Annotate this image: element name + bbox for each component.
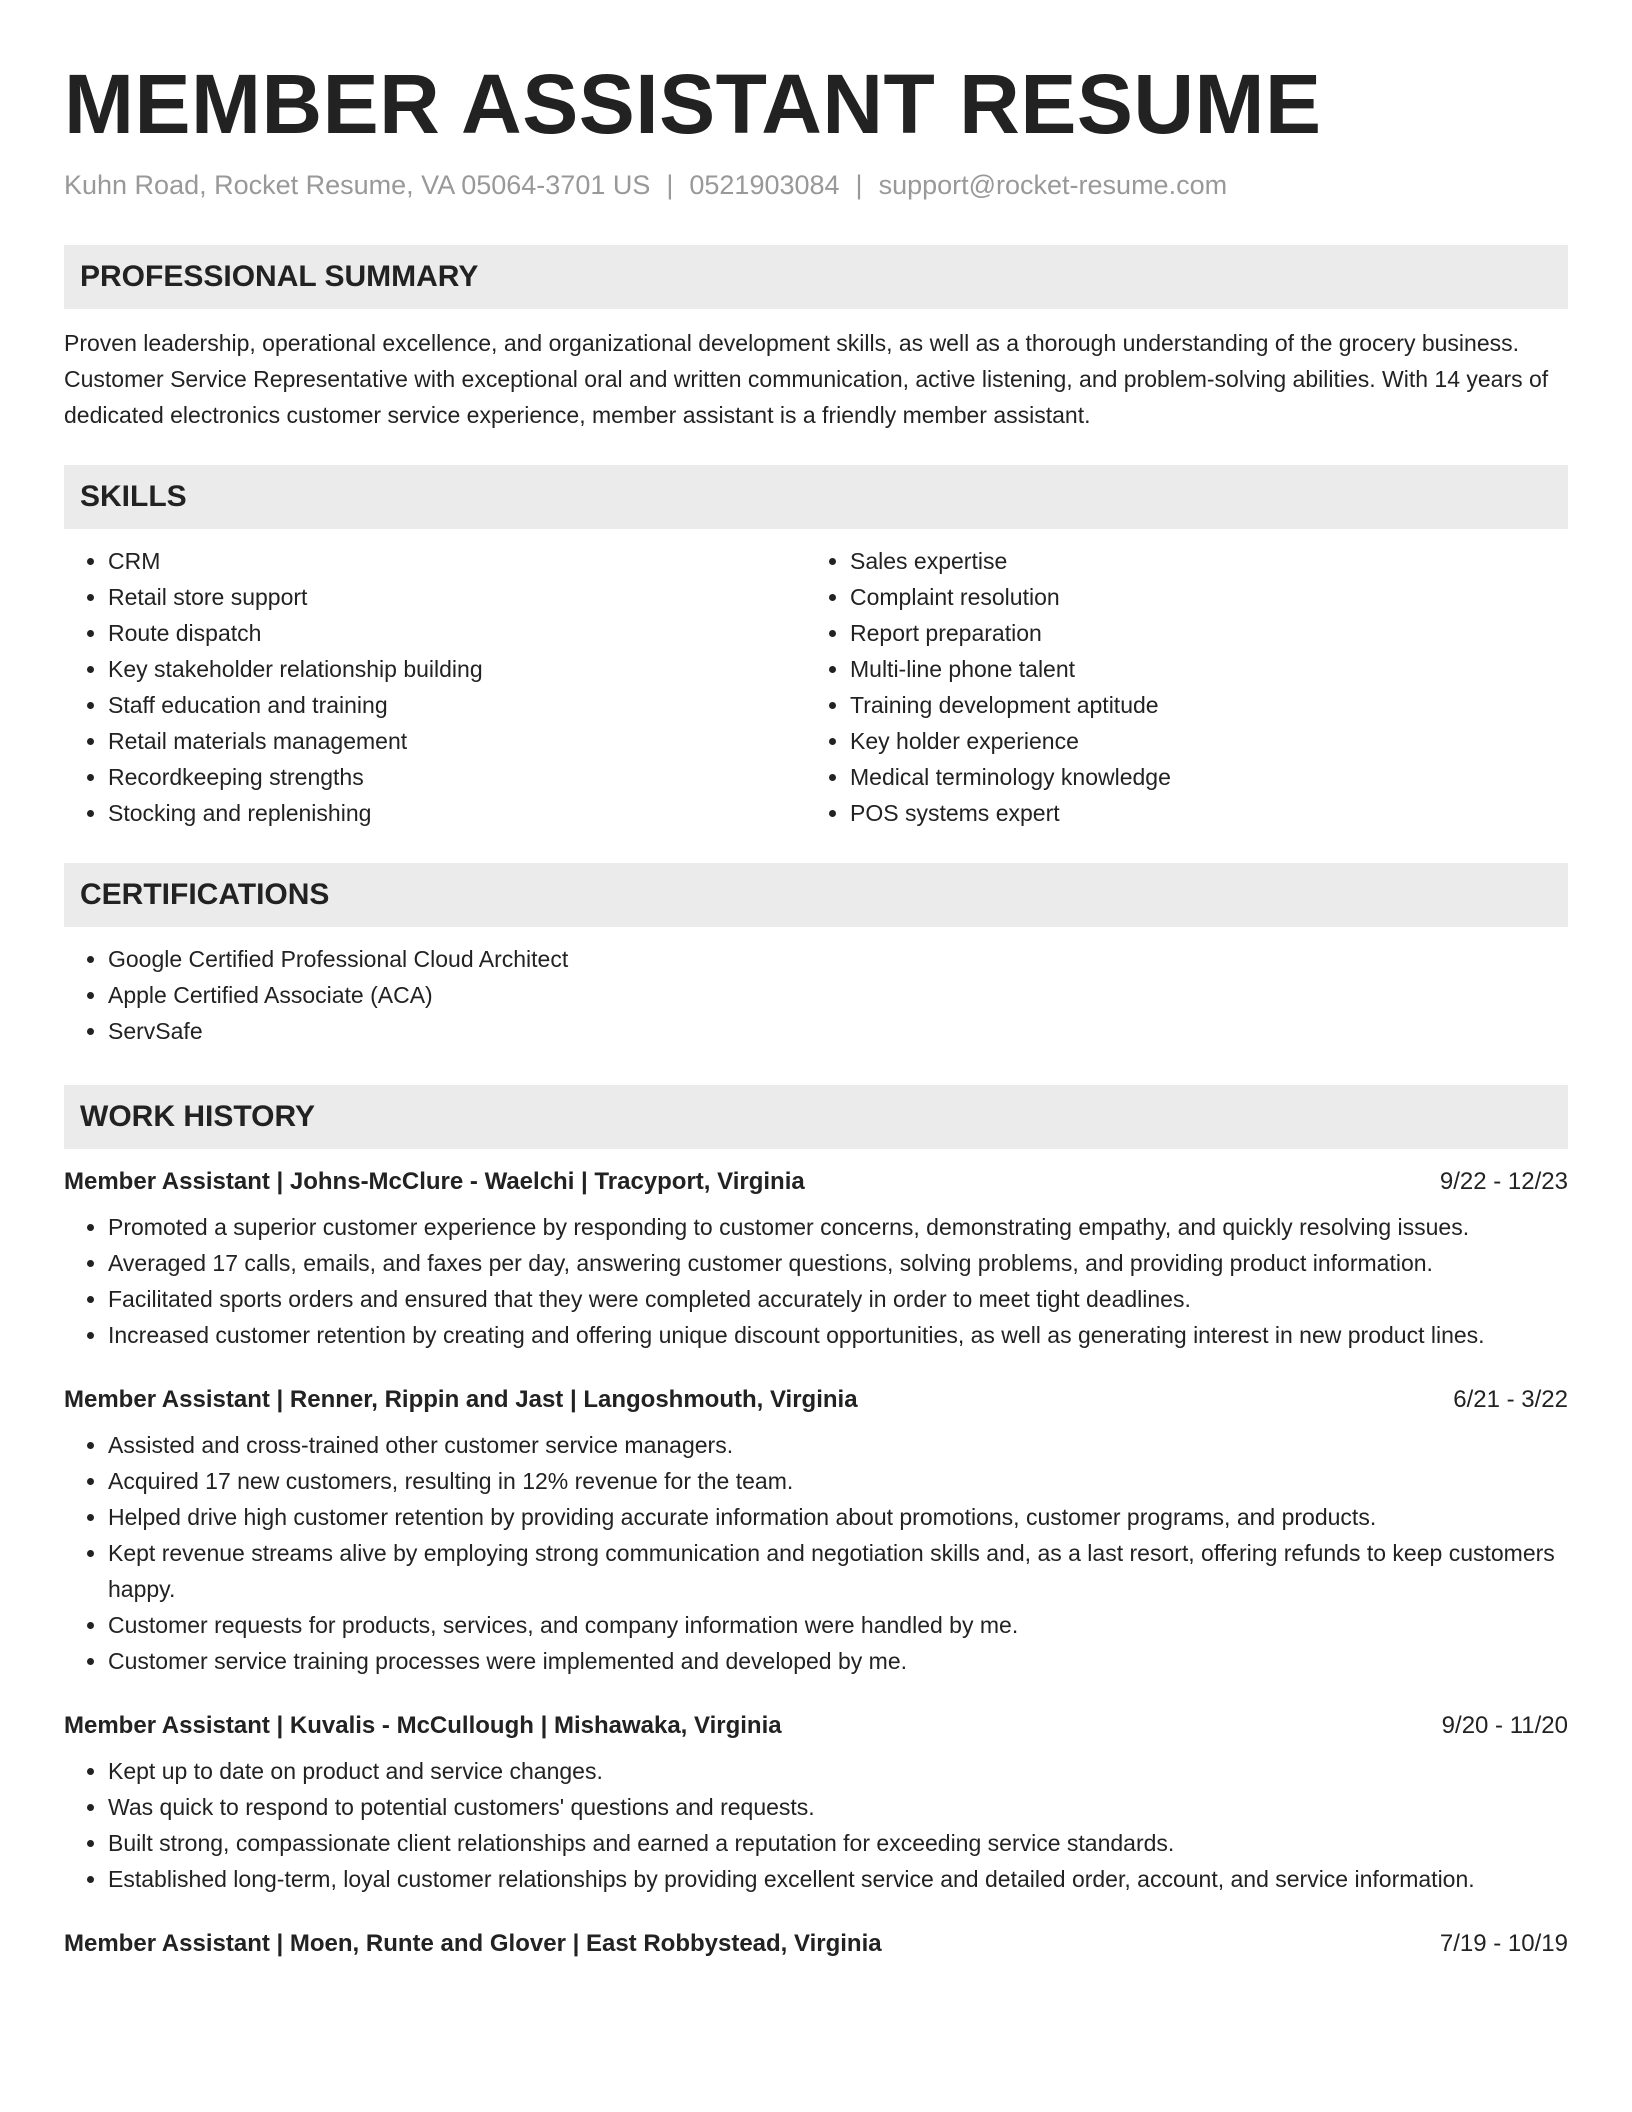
- certification-item: • Google Certified Professional Cloud Architect: [108, 941, 1568, 977]
- skill-item: • Complaint resolution: [850, 579, 1570, 615]
- summary-text: Proven leadership, operational excellence, and organizational development skills, as well as a thorough understanding of the grocery business. Customer Service Representative with exceptional oral and written communication, active listening, and problem-solving abilities. With 14 years of dedicated electronics customer service experience, member assistant is a friendly member assistant.: [64, 330, 1549, 428]
- skill-item: • POS systems expert: [850, 795, 1570, 831]
- skill-item: • Key holder experience: [850, 723, 1570, 759]
- job-title: Member Assistant | Kuvalis - McCullough | Mishawaka, Virginia: [64, 1712, 782, 1739]
- skill-item: • Retail materials management: [108, 723, 806, 759]
- job-dates: 6/21 - 3/22: [1453, 1386, 1568, 1413]
- job-bullet: • Established long-term, loyal customer relationships by providing excellent service and detailed order, account, and service information.: [108, 1861, 1568, 1897]
- job-entry: [64, 1383, 1568, 1679]
- contact-email: support@rocket-resume.com: [878, 170, 1228, 200]
- section-header-certifications: CERTIFICATIONS: [64, 863, 1568, 927]
- job-title: Member Assistant | Renner, Rippin and Jast | Langoshmouth, Virginia: [64, 1386, 858, 1413]
- skill-item: • Report preparation: [850, 615, 1570, 651]
- skill-item: • Multi-line phone talent: [850, 651, 1570, 687]
- contact-separator: |: [855, 170, 863, 200]
- job-header: [64, 1383, 1568, 1417]
- skill-item: • Key stakeholder relationship building: [108, 651, 806, 687]
- certifications-list: [64, 941, 1568, 1049]
- job-bullets: [64, 1753, 1568, 1897]
- resume-title: MEMBER ASSISTANT RESUME: [64, 57, 1322, 151]
- job-bullet: • Helped drive high customer retention by providing accurate information about promotions, customer programs, and products.: [108, 1499, 1568, 1535]
- skill-item: • Route dispatch: [108, 615, 806, 651]
- job-dates: 9/20 - 11/20: [1441, 1712, 1568, 1739]
- contact-line: [64, 168, 1568, 202]
- skills-grid: [64, 543, 1568, 831]
- contact-phone: 0521903084: [689, 170, 840, 200]
- skills-list-left: [64, 543, 806, 831]
- job-header: [64, 1709, 1568, 1743]
- job-bullet: • Kept up to date on product and service changes.: [108, 1753, 1568, 1789]
- job-bullet: • Assisted and cross-trained other customer service managers.: [108, 1427, 1568, 1463]
- contact-address: Kuhn Road, Rocket Resume, VA 05064-3701 US: [64, 170, 651, 200]
- job-bullet: • Customer requests for products, services, and company information were handled by me.: [108, 1607, 1568, 1643]
- job-bullet: • Built strong, compassionate client relationships and earned a reputation for exceeding service standards.: [108, 1825, 1568, 1861]
- job-entry: [64, 1927, 1568, 1961]
- skill-item: • Training development aptitude: [850, 687, 1570, 723]
- resume-page: [64, 0, 1568, 1961]
- skill-item: • Staff education and training: [108, 687, 806, 723]
- job-bullets: [64, 1209, 1568, 1353]
- job-bullet: • Increased customer retention by creating and offering unique discount opportunities, as well as generating interest in new product lines.: [108, 1317, 1568, 1353]
- skill-item: • Medical terminology knowledge: [850, 759, 1570, 795]
- skill-item: • Recordkeeping strengths: [108, 759, 806, 795]
- job-entry: [64, 1165, 1568, 1353]
- section-header-work-history: WORK HISTORY: [64, 1085, 1568, 1149]
- skill-item: • CRM: [108, 543, 806, 579]
- job-bullet: • Customer service training processes were implemented and developed by me.: [108, 1643, 1568, 1679]
- skills-list-right: [806, 543, 1570, 831]
- job-bullet: • Kept revenue streams alive by employing strong communication and negotiation skills and, as a last resort, offering refunds to keep customers happy.: [108, 1535, 1568, 1607]
- contact-separator: |: [666, 170, 674, 200]
- skill-item: • Stocking and replenishing: [108, 795, 806, 831]
- section-header-summary: PROFESSIONAL SUMMARY: [64, 245, 1568, 309]
- job-title: Member Assistant | Johns-McClure - Waelchi | Tracyport, Virginia: [64, 1168, 805, 1195]
- job-dates: 9/22 - 12/23: [1439, 1168, 1568, 1195]
- job-bullet: • Averaged 17 calls, emails, and faxes per day, answering customer questions, solving problems, and providing product information.: [108, 1245, 1568, 1281]
- job-header: [64, 1165, 1568, 1199]
- job-bullets: [64, 1427, 1568, 1679]
- job-bullet: • Acquired 17 new customers, resulting in 12% revenue for the team.: [108, 1463, 1568, 1499]
- job-title: Member Assistant | Moen, Runte and Glover | East Robbystead, Virginia: [64, 1930, 882, 1957]
- job-bullet: • Was quick to respond to potential customers' questions and requests.: [108, 1789, 1568, 1825]
- certification-item: • Apple Certified Associate (ACA): [108, 977, 1568, 1013]
- skill-item: • Sales expertise: [850, 543, 1570, 579]
- job-bullet: • Facilitated sports orders and ensured that they were completed accurately in order to meet tight deadlines.: [108, 1281, 1568, 1317]
- certification-item: • ServSafe: [108, 1013, 1568, 1049]
- skill-item: • Retail store support: [108, 579, 806, 615]
- section-header-skills: SKILLS: [64, 465, 1568, 529]
- job-entry: [64, 1709, 1568, 1897]
- job-dates: 7/19 - 10/19: [1439, 1930, 1568, 1957]
- job-header: [64, 1927, 1568, 1961]
- job-bullet: • Promoted a superior customer experience by responding to customer concerns, demonstrating empathy, and quickly resolving issues.: [108, 1209, 1568, 1245]
